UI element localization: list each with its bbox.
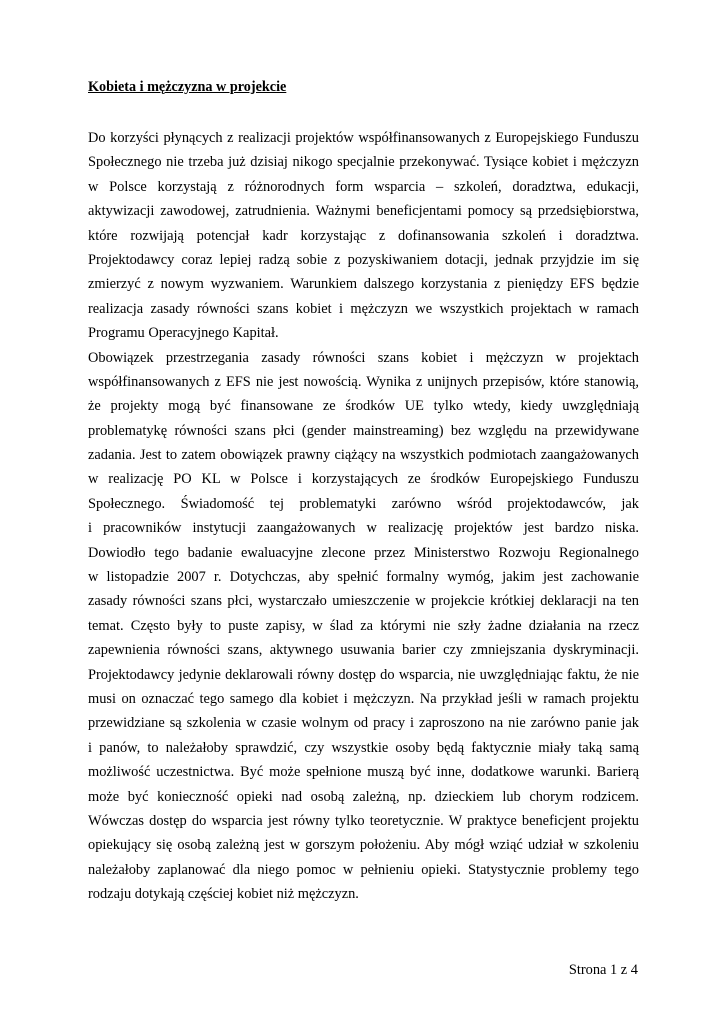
body-line: Wówczas dostęp do wsparcia jest równy tylko teoretycznie. W praktyce beneficjent projektu [88, 812, 639, 829]
document-title: Kobieta i mężczyzna w projekcie [88, 79, 287, 95]
body-line: i pracowników instytucji zaangażowanych w realizację projektów jest bardzo niska. [88, 520, 639, 537]
body-line: które rozwijają potencjał kadr korzystając z dofinansowania szkoleń i doradztwa. [88, 227, 639, 244]
body-line: rodzaju dotykają częściej kobiet niż mężczyzn. [88, 886, 359, 903]
document-body [88, 126, 639, 907]
body-line: temat. Często były to puste zapisy, w ślad za którymi nie szły żadne działania na rzecz [88, 617, 639, 634]
body-line: że projekty mogą być finansowane ze środków UE tylko wtedy, kiedy uwzględniają [88, 398, 639, 415]
body-line: może być konieczność opieki nad osobą zależną, np. dzieckiem lub chorym rodzicem. [88, 788, 639, 805]
body-line: zasady równości szans płci, wystarczało umieszczenie w projekcie krótkiej deklaracji na ten [88, 593, 639, 610]
body-line: Społecznego. Świadomość tej problematyki zarówno wśród projektodawców, jak [88, 495, 639, 512]
body-line: współfinansowanych z EFS nie jest nowością. Wynika z unijnych przepisów, które stanowią, [88, 373, 639, 390]
body-line: przewidziane są szkolenia w czasie wolnym od pracy i zaproszono na nie zarówno panie jak [88, 715, 639, 732]
body-line: aktywizacji zawodowej, zatrudnienia. Ważnymi beneficjentami pomocy są przedsiębiorstwa, [88, 203, 639, 220]
body-line: w Polsce korzystają z różnorodnych form wsparcia – szkoleń, doradztwa, edukacji, [88, 178, 639, 195]
body-line: Programu Operacyjnego Kapitał. [88, 325, 279, 342]
page-number: Strona 1 z 4 [568, 962, 638, 978]
body-line: problematykę równości szans płci (gender mainstreaming) bez względu na przewidywane [88, 422, 639, 439]
body-line: w listopadzie 2007 r. Dotychczas, aby spełnić formalny wymóg, jakim jest zachowanie [88, 569, 639, 586]
body-line: Do korzyści płynących z realizacji projektów współfinansowanych z Europejskiego Funduszu [88, 130, 639, 146]
body-line: realizacja zasady równości szans kobiet i mężczyzn we wszystkich projektach w ramach [88, 300, 639, 317]
body-line: zmierzyć z nowym wyzwaniem. Warunkiem dalszego korzystania z pieniędzy EFS będzie [88, 276, 639, 293]
body-line: Społecznego nie trzeba już dzisiaj nikogo specjalnie przekonywać. Tysiące kobiet i mężczyzn [88, 154, 639, 171]
body-line: w realizację PO KL w Polsce i korzystających ze środków Europejskiego Funduszu [88, 471, 639, 488]
body-line: opiekujący się osobą zależną jest w gorszym położeniu. Aby mógł wziąć udział w szkoleniu [88, 837, 639, 854]
body-line: i panów, to należałoby sprawdzić, czy wszystkie osoby będą faktycznie miały taką samą [88, 739, 639, 756]
body-line: musi on oznaczać tego samego dla kobiet i mężczyzn. Na przykład jeśli w ramach projektu [88, 690, 639, 707]
body-line: Dowiodło tego badanie ewaluacyjne zlecone przez Ministerstwo Rozwoju Regionalnego [88, 544, 639, 561]
body-line: Projektodawcy coraz lepiej radzą sobie z pozyskiwaniem dotacji, jednak przyjdzie im się [88, 251, 639, 268]
body-line: Projektodawcy jedynie deklarowali równy dostęp do wsparcia, nie uwzględniając faktu, że nie [88, 666, 639, 683]
body-line: Obowiązek przestrzegania zasady równości szans kobiet i mężczyzn w projektach [88, 349, 639, 366]
body-line: należałoby zaplanować dla niego pomoc w pełnieniu opieki. Statystycznie problemy tego [88, 861, 639, 878]
body-line: zadania. Jest to zatem obowiązek prawny ciążący na wszystkich podmiotach zaangażowanych [88, 447, 639, 464]
body-line: możliwość uczestnictwa. Być może spełnione muszą być inne, dodatkowe warunki. Barierą [88, 764, 639, 781]
body-line: zapewnienia równości szans, aktywnego usuwania barier czy zmniejszania dyskryminacji. [88, 642, 639, 659]
